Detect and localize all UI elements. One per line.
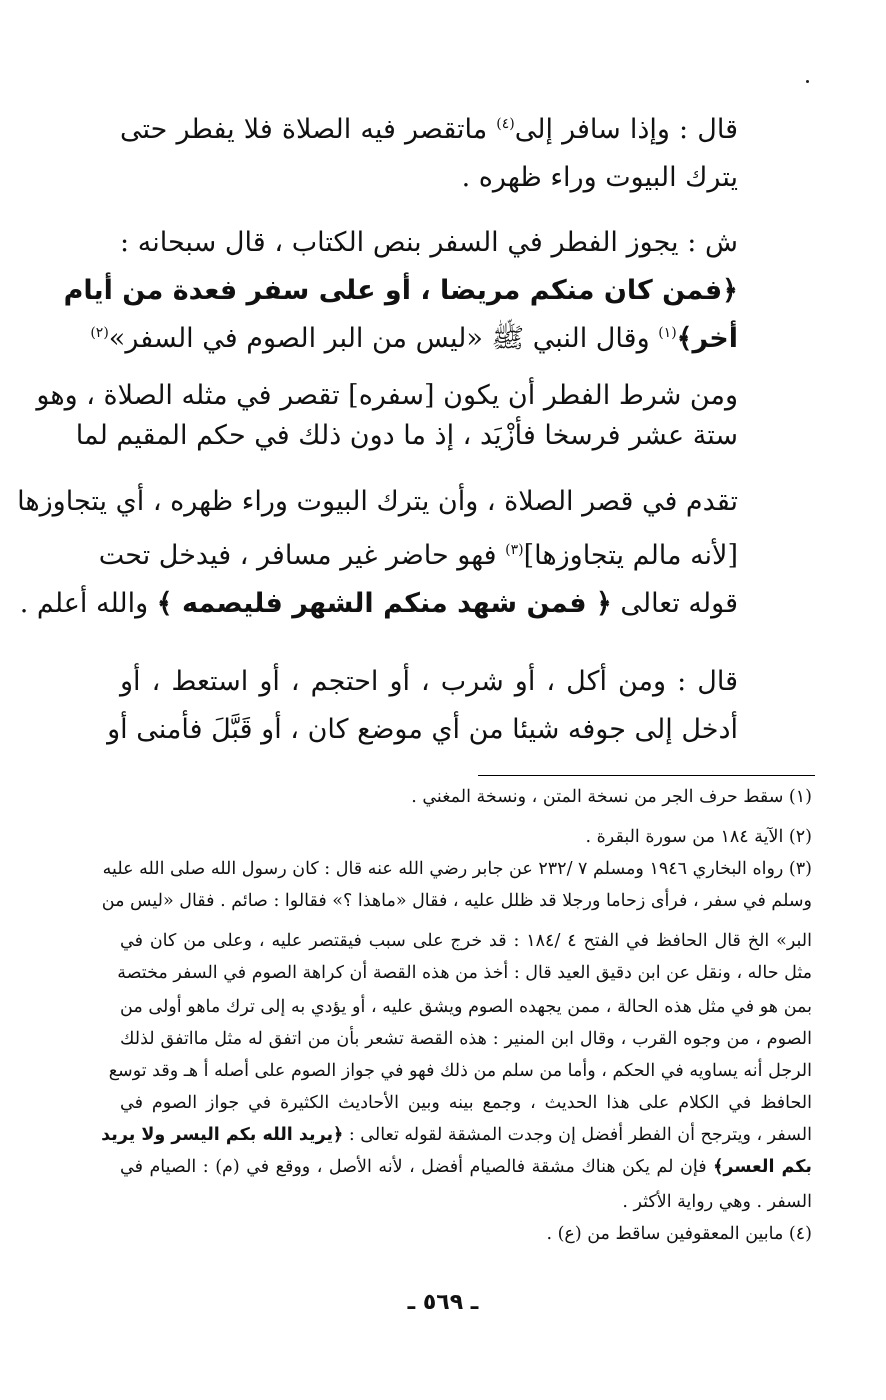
- footnote-line: الحافظ في الكلام على هذا الحديث ، وجمع بينه وبين الأحاديث الكثيرة في جواز الصوم في: [120, 1093, 812, 1113]
- text-line: أخر﴾$^{(١)}$ وقال النبي ﷺ «ليس من البر الصوم في السفر»$^{(٢)}$: [90, 323, 738, 354]
- footnote-line: (٤) مابين المعقوفين ساقط من (ع) .: [546, 1224, 812, 1244]
- text-line: أدخل إلى جوفه شيئا من أي موضع كان ، أو قَبَّلَ فأمنى أو: [107, 714, 738, 745]
- footnote-line: (١) سقط حرف الجر من نسخة المتن ، ونسخة المغني .: [411, 787, 812, 807]
- footnote-line: بكم العسر﴾ فإن لم يكن هناك مشقة فالصيام أفضل ، لأنه الأصل ، ووقع في (م) : الصيام في: [120, 1157, 812, 1177]
- text-line: ومن شرط الفطر أن يكون [سفره] تقصر في مثله الصلاة ، وهو: [36, 380, 738, 411]
- text-line: ستة عشر فرسخا فأزْيَد ، إذ ما دون ذلك في حكم المقيم لما: [75, 420, 738, 451]
- page-speck: [806, 80, 809, 83]
- footnote-line: وسلم في سفر ، فرأى زحاما ورجلا قد ظلل عليه ، فقال «ماهذا ؟» فقالوا : صائم . فقال «ليس من: [101, 891, 812, 911]
- footnote-line: بمن هو في مثل هذه الحالة ، ممن يجهده الصوم ويشق عليه ، أو يؤدي به إلى ترك ماهو أولى من: [120, 997, 812, 1017]
- footnote-line: الرجل أنه يساويه في الحكم ، وأما من سلم من ذلك فهو في جواز الصوم على أصله أ هـ وقد توسع: [108, 1061, 812, 1081]
- text-line: قوله تعالى ﴿ فمن شهد منكم الشهر فليصمه ﴾ والله أعلم .: [19, 588, 738, 619]
- footnote-line: السفر . وهي رواية الأكثر .: [622, 1192, 812, 1212]
- page-number: ـ ٥٦٩ ـ: [407, 1290, 479, 1315]
- text-line: قال : وإذا سافر إلى$^{(٤)}$ ماتقصر فيه الصلاة فلا يفطر حتى: [120, 114, 738, 145]
- text-line: ﴿فمن كان منكم مريضا ، أو على سفر فعدة من أيام: [63, 275, 738, 306]
- footnote-line: (٢) الآية ١٨٤ من سورة البقرة .: [585, 827, 812, 847]
- footnote-separator: [478, 775, 815, 776]
- text-line: ش : يجوز الفطر في السفر بنص الكتاب ، قال سبحانه :: [120, 227, 738, 258]
- text-line: تقدم في قصر الصلاة ، وأن يترك البيوت وراء ظهره ، أي يتجاوزها: [17, 486, 738, 517]
- footnote-line: السفر ، ويترجح أن الفطر أفضل إن وجدت المشقة لقوله تعالى : ﴿يريد الله بكم اليسر ولا يريد: [101, 1125, 812, 1145]
- footnote-line: (٣) رواه البخاري ١٩٤٦ ومسلم ٧ /٢٣٢ عن جابر رضي الله عنه قال : كان رسول الله صلى الله عليه: [102, 859, 812, 879]
- text-line: قال : ومن أكل ، أو شرب ، أو احتجم ، أو استعط ، أو: [120, 666, 738, 697]
- text-line: [لأنه مالم يتجاوزها]$^{(٣)}$ فهو حاضر غير مسافر ، فيدخل تحت: [98, 540, 738, 571]
- text-line: يترك البيوت وراء ظهره .: [461, 162, 738, 193]
- footnote-line: مثل حاله ، ونقل عن ابن دقيق العيد قال : أخذ من هذه القصة أن كراهة الصوم في السفر مختصة: [117, 963, 812, 983]
- footnote-line: البر» الخ قال الحافظ في الفتح ٤ /١٨٤ : قد خرج على سبب فيقتصر عليه ، وعلى من كان في: [120, 931, 812, 951]
- footnote-line: الصوم ، من وجوه القرب ، وقال ابن المنير : هذه القصة تشعر بأن من اتفق له مثل مااتفق لذلك: [120, 1029, 812, 1049]
